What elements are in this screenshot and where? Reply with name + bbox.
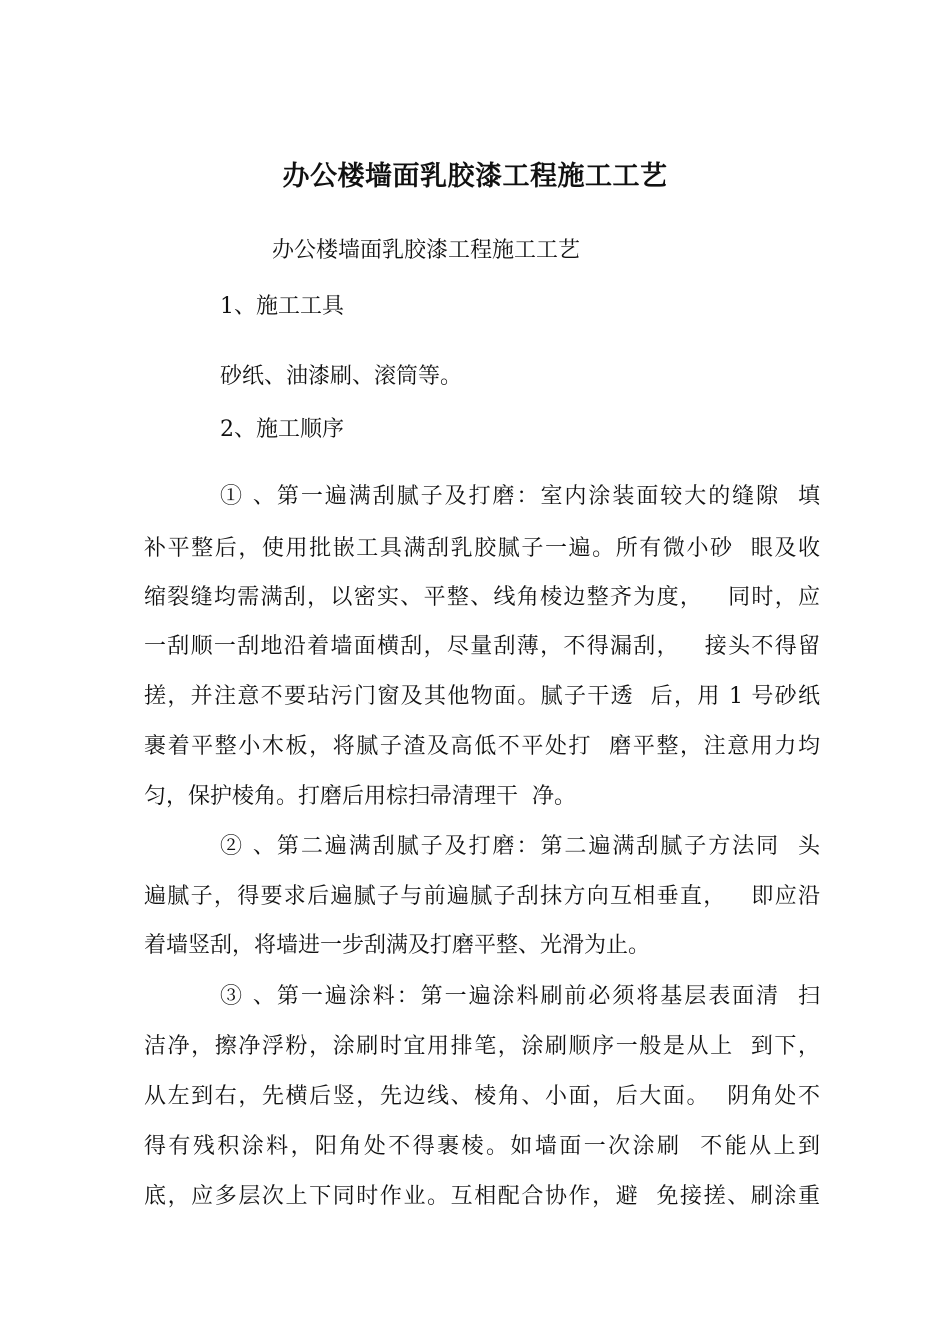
paragraph-1-line-7: 匀，保护棱角。打磨后用棕扫帚清理干 净。: [144, 784, 576, 809]
paragraph-3-line-3: 从左到右，先横后竖，先边线、棱角、小面，后大面。 阴角处不: [144, 1084, 820, 1109]
paragraph-1-line-5: 搓，并注意不要玷污门窗及其他物面。腻子干透 后，用 1 号砂纸: [144, 684, 820, 709]
paragraph-1-line-6: 裹着平整小木板，将腻子渣及高低不平处打 磨平整，注意用力均: [144, 734, 820, 759]
paragraph-2-line-1: ② 、第二遍满刮腻子及打磨：第二遍满刮腻子方法同 头: [220, 834, 820, 859]
paragraph-3-line-2: 洁净，擦净浮粉，涂刷时宜用排笔，涂刷顺序一般是从上 到下，: [144, 1034, 820, 1059]
paragraph-1-line-4: 一刮顺一刮地沿着墙面横刮，尽量刮薄，不得漏刮， 接头不得留: [144, 634, 820, 659]
paragraph-1-line-2: 补平整后，使用批嵌工具满刮乳胶腻子一遍。所有微小砂 眼及收: [144, 536, 820, 561]
paragraph-2-line-3: 着墙竖刮，将墙进一步刮满及打磨平整、光滑为止。: [144, 933, 651, 958]
paragraph-1-line-3: 缩裂缝均需满刮，以密实、平整、线角棱边整齐为度， 同时，应: [144, 585, 820, 610]
section-heading-sequence: 2、施工顺序: [220, 417, 344, 442]
document-subtitle: 办公楼墙面乳胶漆工程施工工艺: [272, 238, 581, 263]
paragraph-3-line-4: 得有残积涂料，阳角处不得裹棱。如墙面一次涂刷 不能从上到: [144, 1134, 820, 1159]
paragraph-3-line-5: 底，应多层次上下同时作业。互相配合协作，避 免接搓、刷涂重: [144, 1184, 820, 1209]
section-heading-tools: 1、施工工具: [220, 294, 344, 319]
document-title: 办公楼墙面乳胶漆工程施工工艺: [282, 161, 668, 192]
paragraph-3-line-1: ③ 、第一遍涂料：第一遍涂料刷前必须将基层表面清 扫: [220, 984, 820, 1009]
paragraph-2-line-2: 遍腻子，得要求后遍腻子与前遍腻子刮抹方向互相垂直， 即应沿: [144, 884, 820, 909]
section-text-tools: 砂纸、油漆刷、滚筒等。: [220, 364, 463, 389]
paragraph-1-line-1: ① 、第一遍满刮腻子及打磨：室内涂装面较大的缝隙 填: [220, 484, 820, 509]
